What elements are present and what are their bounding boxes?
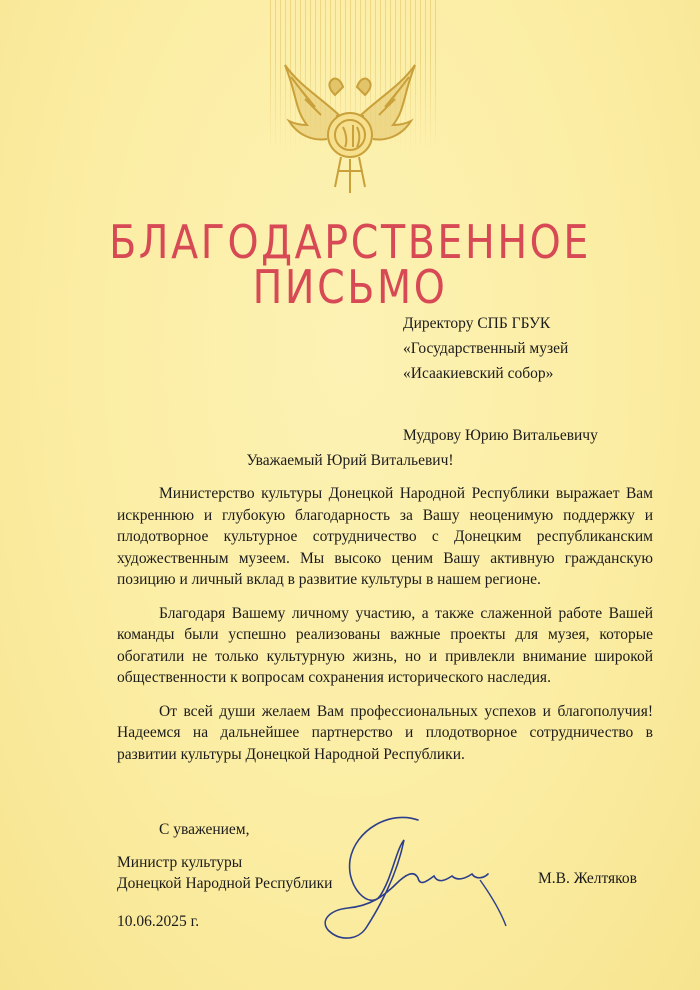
body-paragraph: Министерство культуры Донецкой Народной Республики выражает Вам искреннюю и глубокую благодарность за Вашу неоценимую поддержку и плодотворное культурное сотрудничество с Донецким республиканским художественным музеем. Мы высоко ценим Вашу активную гражданскую позицию и личный вклад в развитие культуры в нашем регионе. bbox=[117, 485, 653, 588]
closing: С уважением, bbox=[159, 821, 250, 838]
letter-title-line1: БЛАГОДАРСТВЕННОЕ bbox=[109, 215, 591, 269]
letter-body bbox=[117, 483, 653, 777]
greeting: Уважаемый Юрий Витальевич! bbox=[246, 452, 454, 469]
handwritten-signature-icon bbox=[300, 800, 510, 950]
signer-name: М.В. Желтяков bbox=[538, 870, 637, 887]
body-paragraph: От всей души желаем Вам профессиональных успехов и благополучия! Надеемся на дальнейшее партнерство и плодотворное сотрудничество в развитии культуры Донецкой Народной Республики. bbox=[117, 702, 653, 763]
letter-date: 10.06.2025 г. bbox=[117, 913, 200, 930]
double-headed-eagle-emblem-icon bbox=[277, 55, 423, 201]
body-paragraph: Благодаря Вашему личному участию, а также слаженной работе Вашей команды были успешно реализованы важные проекты для музея, которые обогатили не только культурную жизнь, но и привлекли внимание широкой общественности к вопросам сохранения исторического наследия. bbox=[117, 604, 653, 686]
addressee-line1: Директору СПБ ГБУК bbox=[403, 315, 551, 332]
addressee-line2: «Государственный музей bbox=[403, 340, 569, 357]
position-line1: Министр культуры bbox=[117, 854, 243, 871]
addressee-line3: «Исаакиевский собор» bbox=[403, 365, 554, 382]
letter-title-line2: ПИСЬМО bbox=[252, 260, 448, 314]
addressee-block bbox=[403, 311, 598, 448]
addressee-name: Мудрову Юрию Витальевичу bbox=[403, 427, 598, 444]
position-line2: Донецкой Народной Республики bbox=[117, 875, 333, 892]
